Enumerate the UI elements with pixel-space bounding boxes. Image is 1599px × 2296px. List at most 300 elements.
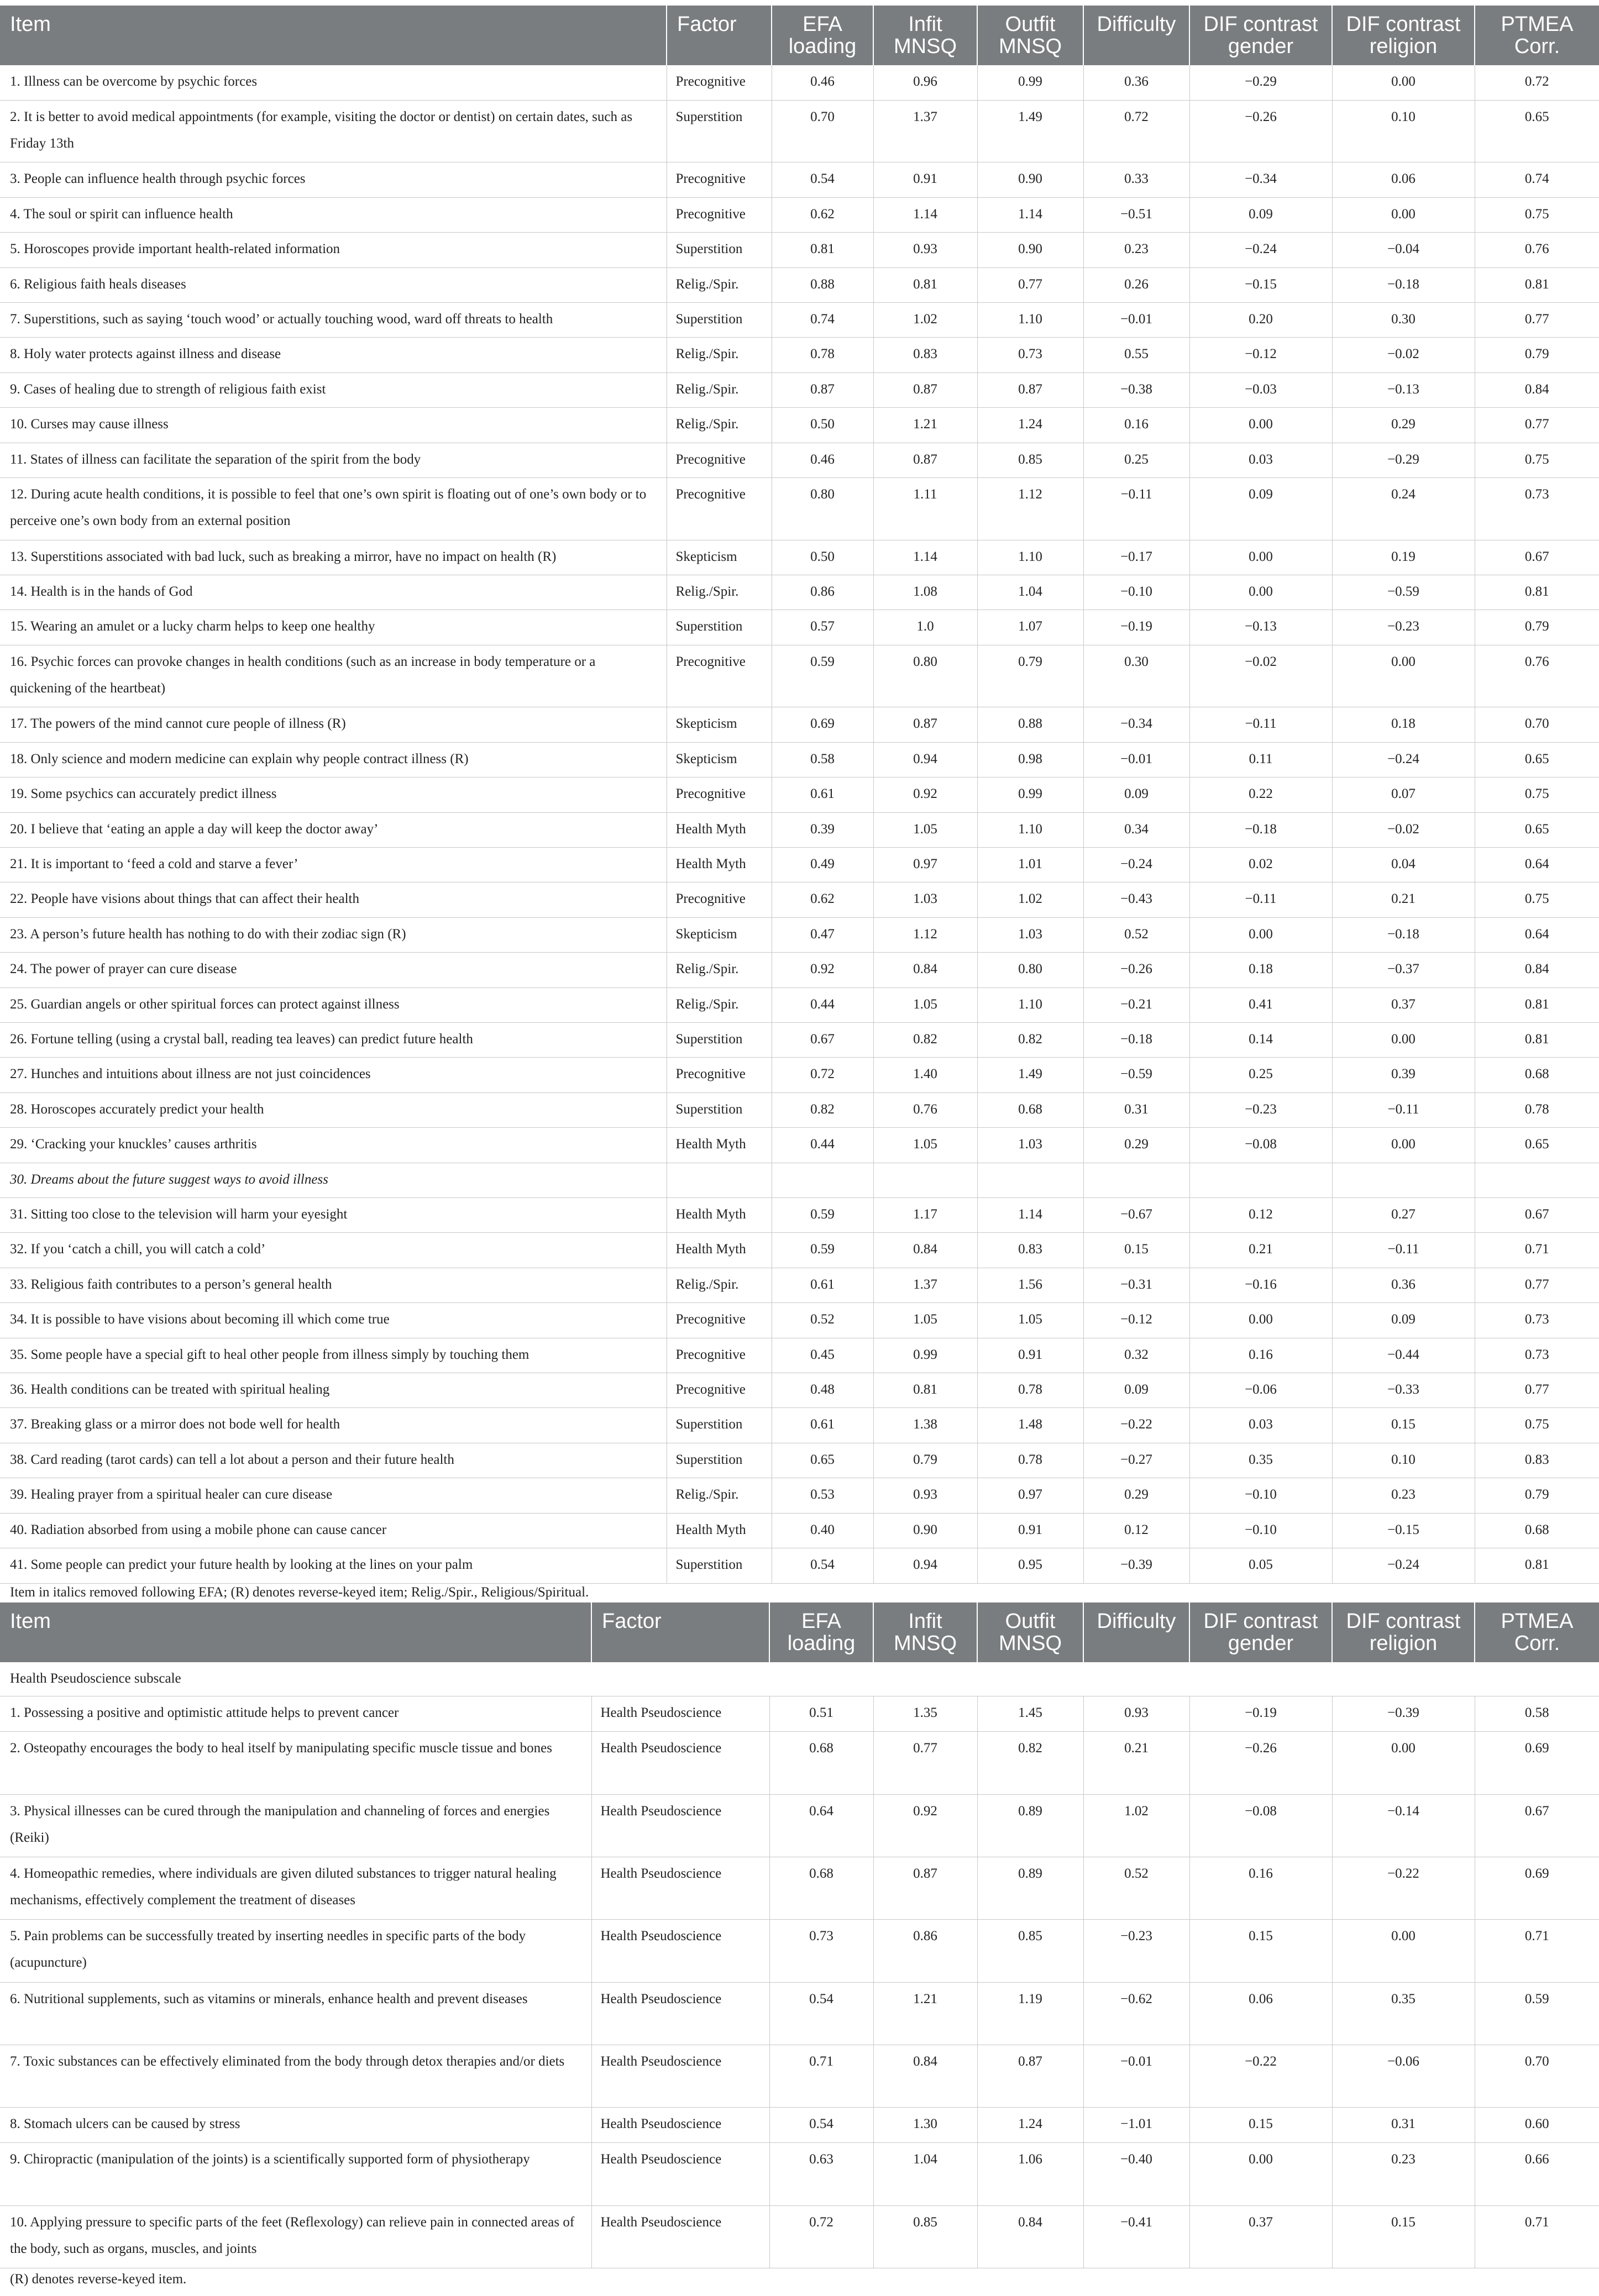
dif-gender-cell: 0.22 <box>1189 777 1332 812</box>
dif-religion-cell: 0.00 <box>1332 1732 1475 1794</box>
dif-religion-cell: 0.23 <box>1332 2143 1475 2205</box>
ptmea-corr-cell: 0.81 <box>1475 1548 1599 1584</box>
ptmea-corr-cell: 0.64 <box>1475 847 1599 882</box>
item-text: 18. Only science and modern medicine can explain why people contract illness (R) <box>0 742 667 777</box>
outfit-mnsq-cell: 0.99 <box>977 777 1083 812</box>
item-text: 26. Fortune telling (using a crystal ball, reading tea leaves) can predict future health <box>0 1022 667 1057</box>
table-row <box>0 65 1599 100</box>
factor-cell: Health Pseudoscience <box>591 1732 769 1794</box>
efa-loading-cell: 0.54 <box>772 162 873 197</box>
difficulty-cell: 0.25 <box>1083 443 1189 477</box>
efa-loading-cell: 0.82 <box>772 1092 873 1127</box>
table-row <box>0 1373 1599 1408</box>
difficulty-cell: −0.21 <box>1083 987 1189 1022</box>
factor-cell: Superstition <box>667 233 772 267</box>
ptmea-corr-cell: 0.71 <box>1475 1233 1599 1268</box>
factor-cell: Precognitive <box>667 65 772 100</box>
efa-loading-cell: 0.61 <box>772 1408 873 1443</box>
dif-religion-cell: −0.14 <box>1332 1794 1475 1857</box>
difficulty-cell: 0.31 <box>1083 1092 1189 1127</box>
infit-mnsq-cell: 1.0 <box>873 610 977 645</box>
efa-loading-cell: 0.46 <box>772 443 873 477</box>
table-row <box>0 1920 1599 1982</box>
difficulty-cell: 0.29 <box>1083 1128 1189 1163</box>
infit-mnsq-cell: 0.96 <box>873 65 977 100</box>
efa-loading-cell: 0.81 <box>772 233 873 267</box>
dif-religion-cell: −0.18 <box>1332 267 1475 302</box>
dif-religion-cell: −0.11 <box>1332 1092 1475 1127</box>
difficulty-cell: 0.32 <box>1083 1338 1189 1373</box>
table-row <box>0 303 1599 338</box>
item-text: 4. The soul or spirit can influence health <box>0 197 667 232</box>
ptmea-corr-cell: 0.84 <box>1475 372 1599 407</box>
dif-gender-cell: 0.37 <box>1189 2205 1332 2268</box>
infit-mnsq-cell: 1.03 <box>873 882 977 917</box>
header-factor: Factor <box>591 1603 769 1662</box>
item-text: 11. States of illness can facilitate the separation of the spirit from the body <box>0 443 667 477</box>
ptmea-corr-cell: 0.73 <box>1475 1338 1599 1373</box>
dif-religion-cell: −0.23 <box>1332 610 1475 645</box>
dif-gender-cell: 0.15 <box>1189 1920 1332 1982</box>
dif-gender-cell: −0.13 <box>1189 610 1332 645</box>
efa-loading-cell: 0.78 <box>772 338 873 372</box>
dif-gender-cell: 0.03 <box>1189 1408 1332 1443</box>
infit-mnsq-cell: 0.97 <box>873 847 977 882</box>
ptmea-corr-cell: 0.84 <box>1475 953 1599 987</box>
factor-cell: Superstition <box>667 1092 772 1127</box>
item-text: 8. Stomach ulcers can be caused by stress <box>0 2108 591 2143</box>
difficulty-cell: 0.26 <box>1083 267 1189 302</box>
difficulty-cell: −0.11 <box>1083 478 1189 540</box>
ptmea-corr-cell: 0.75 <box>1475 443 1599 477</box>
item-text: 30. Dreams about the future suggest ways to avoid illness <box>0 1163 667 1197</box>
difficulty-cell: 0.30 <box>1083 645 1189 707</box>
difficulty-cell: −0.59 <box>1083 1058 1189 1092</box>
factor-cell: Relig./Spir. <box>667 372 772 407</box>
item-text: 2. Osteopathy encourages the body to heal itself by manipulating specific muscle tissue and bones <box>0 1732 591 1794</box>
dif-religion-cell: 0.35 <box>1332 1982 1475 2045</box>
item-text: 5. Horoscopes provide important health-related information <box>0 233 667 267</box>
item-text: 17. The powers of the mind cannot cure people of illness (R) <box>0 707 667 742</box>
outfit-mnsq-cell <box>977 1163 1083 1197</box>
infit-mnsq-cell: 0.86 <box>873 1920 977 1982</box>
item-text: 27. Hunches and intuitions about illness are not just coincidences <box>0 1058 667 1092</box>
beliefs-items-table <box>0 6 1599 1584</box>
difficulty-cell: 0.15 <box>1083 1233 1189 1268</box>
dif-gender-cell: −0.03 <box>1189 372 1332 407</box>
ptmea-corr-cell: 0.64 <box>1475 917 1599 952</box>
efa-loading-cell: 0.80 <box>772 478 873 540</box>
dif-gender-cell: −0.08 <box>1189 1794 1332 1857</box>
efa-loading-cell: 0.50 <box>772 540 873 575</box>
dif-gender-cell: 0.02 <box>1189 847 1332 882</box>
ptmea-corr-cell: 0.81 <box>1475 575 1599 610</box>
outfit-mnsq-cell: 1.24 <box>977 2108 1083 2143</box>
dif-religion-cell: 0.24 <box>1332 478 1475 540</box>
outfit-mnsq-cell: 1.56 <box>977 1268 1083 1302</box>
dif-religion-cell: −0.29 <box>1332 443 1475 477</box>
table-row <box>0 812 1599 847</box>
difficulty-cell: −0.22 <box>1083 1408 1189 1443</box>
dif-gender-cell: −0.08 <box>1189 1128 1332 1163</box>
outfit-mnsq-cell: 0.88 <box>977 707 1083 742</box>
table-row <box>0 162 1599 197</box>
table-row <box>0 233 1599 267</box>
dif-religion-cell: 0.18 <box>1332 707 1475 742</box>
dif-religion-cell: −0.24 <box>1332 1548 1475 1584</box>
table-row <box>0 1163 1599 1197</box>
ptmea-corr-cell: 0.69 <box>1475 1732 1599 1794</box>
header-ptmea-corr: PTMEA Corr. <box>1475 1603 1599 1662</box>
outfit-mnsq-cell: 0.87 <box>977 372 1083 407</box>
dif-religion-cell: 0.00 <box>1332 1920 1475 1982</box>
difficulty-cell: −0.17 <box>1083 540 1189 575</box>
subscale-label: Health Pseudoscience subscale <box>0 1662 1599 1696</box>
difficulty-cell: 0.72 <box>1083 100 1189 162</box>
efa-loading-cell: 0.74 <box>772 303 873 338</box>
item-text: 9. Cases of healing due to strength of religious faith exist <box>0 372 667 407</box>
table-row <box>0 1092 1599 1127</box>
outfit-mnsq-cell: 1.49 <box>977 100 1083 162</box>
ptmea-corr-cell: 0.70 <box>1475 2045 1599 2108</box>
difficulty-cell: −0.01 <box>1083 2045 1189 2108</box>
efa-loading-cell <box>772 1163 873 1197</box>
table-row <box>0 1794 1599 1857</box>
factor-cell: Relig./Spir. <box>667 1268 772 1302</box>
efa-loading-cell: 0.73 <box>769 1920 873 1982</box>
dif-gender-cell: 0.14 <box>1189 1022 1332 1057</box>
item-text: 28. Horoscopes accurately predict your health <box>0 1092 667 1127</box>
header-outfit-mnsq: Outfit MNSQ <box>977 6 1083 65</box>
ptmea-corr-cell: 0.65 <box>1475 1128 1599 1163</box>
table-header-row <box>0 6 1599 65</box>
infit-mnsq-cell: 1.37 <box>873 100 977 162</box>
efa-loading-cell: 0.53 <box>772 1478 873 1513</box>
item-text: 34. It is possible to have visions about becoming ill which come true <box>0 1303 667 1338</box>
infit-mnsq-cell: 0.92 <box>873 777 977 812</box>
table-row <box>0 1732 1599 1794</box>
item-text: 37. Breaking glass or a mirror does not bode well for health <box>0 1408 667 1443</box>
table-row <box>0 1443 1599 1478</box>
factor-cell: Skepticism <box>667 540 772 575</box>
dif-gender-cell: 0.09 <box>1189 197 1332 232</box>
dif-gender-cell: −0.11 <box>1189 882 1332 917</box>
table-row <box>0 917 1599 952</box>
table-row <box>0 1128 1599 1163</box>
factor-cell: Skepticism <box>667 707 772 742</box>
header-item: Item <box>0 1603 591 1662</box>
item-text: 3. People can influence health through psychic forces <box>0 162 667 197</box>
outfit-mnsq-cell: 1.10 <box>977 812 1083 847</box>
item-text: 1. Possessing a positive and optimistic attitude helps to prevent cancer <box>0 1696 591 1732</box>
outfit-mnsq-cell: 0.90 <box>977 233 1083 267</box>
difficulty-cell: −0.10 <box>1083 575 1189 610</box>
outfit-mnsq-cell: 1.10 <box>977 303 1083 338</box>
efa-loading-cell: 0.52 <box>772 1303 873 1338</box>
dif-religion-cell: 0.19 <box>1332 540 1475 575</box>
outfit-mnsq-cell: 0.77 <box>977 267 1083 302</box>
infit-mnsq-cell: 0.87 <box>873 372 977 407</box>
item-text: 35. Some people have a special gift to heal other people from illness simply by touching them <box>0 1338 667 1373</box>
efa-loading-cell: 0.69 <box>772 707 873 742</box>
factor-cell: Health Pseudoscience <box>591 1920 769 1982</box>
outfit-mnsq-cell: 0.89 <box>977 1794 1083 1857</box>
outfit-mnsq-cell: 1.48 <box>977 1408 1083 1443</box>
infit-mnsq-cell: 1.05 <box>873 1128 977 1163</box>
dif-gender-cell: −0.19 <box>1189 1696 1332 1732</box>
efa-loading-cell: 0.92 <box>772 953 873 987</box>
infit-mnsq-cell: 1.05 <box>873 812 977 847</box>
ptmea-corr-cell: 0.75 <box>1475 882 1599 917</box>
ptmea-corr-cell: 0.76 <box>1475 233 1599 267</box>
infit-mnsq-cell: 1.37 <box>873 1268 977 1302</box>
ptmea-corr-cell: 0.77 <box>1475 1268 1599 1302</box>
table-row <box>0 1857 1599 1919</box>
item-text: 33. Religious faith contributes to a person’s general health <box>0 1268 667 1302</box>
ptmea-corr-cell: 0.77 <box>1475 408 1599 443</box>
dif-religion-cell: 0.09 <box>1332 1303 1475 1338</box>
dif-gender-cell: −0.18 <box>1189 812 1332 847</box>
efa-loading-cell: 0.44 <box>772 987 873 1022</box>
infit-mnsq-cell: 0.79 <box>873 1443 977 1478</box>
ptmea-corr-cell: 0.77 <box>1475 1373 1599 1408</box>
outfit-mnsq-cell: 1.10 <box>977 540 1083 575</box>
infit-mnsq-cell: 0.85 <box>873 2205 977 2268</box>
dif-religion-cell: −0.04 <box>1332 233 1475 267</box>
table-row <box>0 1198 1599 1233</box>
ptmea-corr-cell: 0.67 <box>1475 1198 1599 1233</box>
difficulty-cell: −0.40 <box>1083 2143 1189 2205</box>
difficulty-cell <box>1083 1163 1189 1197</box>
health-pseudoscience-table <box>0 1603 1599 2268</box>
infit-mnsq-cell: 0.81 <box>873 1373 977 1408</box>
difficulty-cell: 0.09 <box>1083 1373 1189 1408</box>
dif-religion-cell: 0.30 <box>1332 303 1475 338</box>
ptmea-corr-cell: 0.76 <box>1475 645 1599 707</box>
infit-mnsq-cell: 0.82 <box>873 1022 977 1057</box>
dif-religion-cell: −0.13 <box>1332 372 1475 407</box>
factor-cell: Health Pseudoscience <box>591 1982 769 2045</box>
dif-religion-cell: 0.00 <box>1332 197 1475 232</box>
ptmea-corr-cell: 0.59 <box>1475 1982 1599 2045</box>
dif-gender-cell: 0.03 <box>1189 443 1332 477</box>
table-row <box>0 2045 1599 2108</box>
header-dif-gender: DIF contrast gender <box>1189 6 1332 65</box>
item-text: 4. Homeopathic remedies, where individuals are given diluted substances to trigger natural healing mechanisms, effectively complement the treatment of diseases <box>0 1857 591 1919</box>
dif-gender-cell: 0.15 <box>1189 2108 1332 2143</box>
efa-loading-cell: 0.64 <box>769 1794 873 1857</box>
dif-religion-cell: 0.15 <box>1332 2205 1475 2268</box>
efa-loading-cell: 0.68 <box>769 1857 873 1919</box>
table-row <box>0 575 1599 610</box>
difficulty-cell: 0.55 <box>1083 338 1189 372</box>
factor-cell: Relig./Spir. <box>667 408 772 443</box>
outfit-mnsq-cell: 1.06 <box>977 2143 1083 2205</box>
ptmea-corr-cell: 0.67 <box>1475 540 1599 575</box>
outfit-mnsq-cell: 0.90 <box>977 162 1083 197</box>
dif-gender-cell: 0.06 <box>1189 1982 1332 2045</box>
table-row <box>0 987 1599 1022</box>
dif-religion-cell: 0.36 <box>1332 1268 1475 1302</box>
factor-cell: Health Myth <box>667 1198 772 1233</box>
factor-cell: Relig./Spir. <box>667 267 772 302</box>
difficulty-cell: 0.52 <box>1083 917 1189 952</box>
difficulty-cell: −0.27 <box>1083 1443 1189 1478</box>
efa-loading-cell: 0.65 <box>772 1443 873 1478</box>
dif-religion-cell: −0.24 <box>1332 742 1475 777</box>
infit-mnsq-cell: 1.14 <box>873 540 977 575</box>
factor-cell: Precognitive <box>667 197 772 232</box>
dif-religion-cell: −0.02 <box>1332 812 1475 847</box>
ptmea-corr-cell: 0.81 <box>1475 1022 1599 1057</box>
factor-cell: Health Myth <box>667 847 772 882</box>
factor-cell: Precognitive <box>667 777 772 812</box>
item-text: 7. Superstitions, such as saying ‘touch wood’ or actually touching wood, ward off threats to health <box>0 303 667 338</box>
dif-gender-cell: 0.41 <box>1189 987 1332 1022</box>
infit-mnsq-cell: 0.80 <box>873 645 977 707</box>
outfit-mnsq-cell: 0.91 <box>977 1513 1083 1548</box>
item-text: 10. Curses may cause illness <box>0 408 667 443</box>
dif-gender-cell: 0.20 <box>1189 303 1332 338</box>
difficulty-cell: −0.38 <box>1083 372 1189 407</box>
factor-cell: Health Pseudoscience <box>591 2143 769 2205</box>
factor-cell: Superstition <box>667 100 772 162</box>
dif-gender-cell: 0.05 <box>1189 1548 1332 1584</box>
outfit-mnsq-cell: 0.82 <box>977 1022 1083 1057</box>
difficulty-cell: −0.51 <box>1083 197 1189 232</box>
table-row <box>0 2143 1599 2205</box>
factor-cell: Health Pseudoscience <box>591 2205 769 2268</box>
difficulty-cell: −0.18 <box>1083 1022 1189 1057</box>
ptmea-corr-cell: 0.66 <box>1475 2143 1599 2205</box>
item-text: 22. People have visions about things that can affect their health <box>0 882 667 917</box>
table-row <box>0 1696 1599 1732</box>
difficulty-cell: 0.34 <box>1083 812 1189 847</box>
dif-gender-cell: −0.10 <box>1189 1478 1332 1513</box>
dif-gender-cell: 0.12 <box>1189 1198 1332 1233</box>
table-row <box>0 1268 1599 1302</box>
dif-gender-cell: 0.09 <box>1189 478 1332 540</box>
dif-religion-cell: −0.18 <box>1332 917 1475 952</box>
table-row <box>0 100 1599 162</box>
outfit-mnsq-cell: 0.73 <box>977 338 1083 372</box>
ptmea-corr-cell: 0.79 <box>1475 1478 1599 1513</box>
dif-religion-cell <box>1332 1163 1475 1197</box>
table-row <box>0 267 1599 302</box>
factor-cell: Relig./Spir. <box>667 575 772 610</box>
ptmea-corr-cell: 0.71 <box>1475 1920 1599 1982</box>
efa-loading-cell: 0.54 <box>769 1982 873 2045</box>
dif-religion-cell: 0.31 <box>1332 2108 1475 2143</box>
infit-mnsq-cell: 1.21 <box>873 408 977 443</box>
outfit-mnsq-cell: 0.83 <box>977 1233 1083 1268</box>
infit-mnsq-cell: 1.05 <box>873 1303 977 1338</box>
efa-loading-cell: 0.61 <box>772 1268 873 1302</box>
ptmea-corr-cell: 0.71 <box>1475 2205 1599 2268</box>
table-row <box>0 742 1599 777</box>
efa-loading-cell: 0.59 <box>772 1233 873 1268</box>
ptmea-corr-cell: 0.74 <box>1475 162 1599 197</box>
factor-cell: Precognitive <box>667 1058 772 1092</box>
factor-cell: Health Pseudoscience <box>591 2045 769 2108</box>
efa-loading-cell: 0.50 <box>772 408 873 443</box>
item-text: 36. Health conditions can be treated with spiritual healing <box>0 1373 667 1408</box>
factor-cell: Precognitive <box>667 1338 772 1373</box>
outfit-mnsq-cell: 1.12 <box>977 478 1083 540</box>
infit-mnsq-cell: 0.93 <box>873 1478 977 1513</box>
table-row <box>0 540 1599 575</box>
dif-religion-cell: 0.10 <box>1332 1443 1475 1478</box>
outfit-mnsq-cell: 1.14 <box>977 197 1083 232</box>
header-difficulty: Difficulty <box>1083 1603 1189 1662</box>
item-text: 1. Illness can be overcome by psychic forces <box>0 65 667 100</box>
dif-gender-cell: −0.24 <box>1189 233 1332 267</box>
header-dif-gender: DIF contrast gender <box>1189 1603 1332 1662</box>
infit-mnsq-cell: 1.21 <box>873 1982 977 2045</box>
dif-religion-cell: 0.00 <box>1332 645 1475 707</box>
ptmea-corr-cell: 0.75 <box>1475 1408 1599 1443</box>
dif-gender-cell: −0.26 <box>1189 1732 1332 1794</box>
efa-loading-cell: 0.59 <box>772 1198 873 1233</box>
outfit-mnsq-cell: 0.89 <box>977 1857 1083 1919</box>
item-text: 39. Healing prayer from a spiritual healer can cure disease <box>0 1478 667 1513</box>
factor-cell: Superstition <box>667 303 772 338</box>
factor-cell: Superstition <box>667 1408 772 1443</box>
ptmea-corr-cell: 0.60 <box>1475 2108 1599 2143</box>
infit-mnsq-cell: 0.93 <box>873 233 977 267</box>
table-row <box>0 443 1599 477</box>
table-row <box>0 1478 1599 1513</box>
header-dif-religion: DIF contrast religion <box>1332 6 1475 65</box>
dif-gender-cell: −0.23 <box>1189 1092 1332 1127</box>
infit-mnsq-cell: 0.77 <box>873 1732 977 1794</box>
dif-gender-cell: −0.11 <box>1189 707 1332 742</box>
table-row <box>0 645 1599 707</box>
ptmea-corr-cell: 0.68 <box>1475 1513 1599 1548</box>
item-text: 24. The power of prayer can cure disease <box>0 953 667 987</box>
item-text: 16. Psychic forces can provoke changes in health conditions (such as an increase in body temperature or a quickening of the heartbeat) <box>0 645 667 707</box>
item-text: 7. Toxic substances can be effectively eliminated from the body through detox therapies and/or diets <box>0 2045 591 2108</box>
table-row <box>0 610 1599 645</box>
ptmea-corr-cell: 0.81 <box>1475 267 1599 302</box>
outfit-mnsq-cell: 0.78 <box>977 1373 1083 1408</box>
efa-loading-cell: 0.54 <box>772 1548 873 1584</box>
infit-mnsq-cell: 0.84 <box>873 2045 977 2108</box>
dif-gender-cell: 0.25 <box>1189 1058 1332 1092</box>
outfit-mnsq-cell: 0.78 <box>977 1443 1083 1478</box>
outfit-mnsq-cell: 1.19 <box>977 1982 1083 2045</box>
infit-mnsq-cell: 1.38 <box>873 1408 977 1443</box>
outfit-mnsq-cell: 0.87 <box>977 2045 1083 2108</box>
outfit-mnsq-cell: 0.85 <box>977 443 1083 477</box>
ptmea-corr-cell: 0.79 <box>1475 610 1599 645</box>
dif-gender-cell: −0.26 <box>1189 100 1332 162</box>
dif-gender-cell: −0.12 <box>1189 338 1332 372</box>
efa-loading-cell: 0.72 <box>772 1058 873 1092</box>
factor-cell: Health Pseudoscience <box>591 1857 769 1919</box>
dif-religion-cell: 0.37 <box>1332 987 1475 1022</box>
dif-religion-cell: −0.22 <box>1332 1857 1475 1919</box>
table-row <box>0 338 1599 372</box>
header-outfit-mnsq: Outfit MNSQ <box>977 1603 1083 1662</box>
table-row <box>0 2205 1599 2268</box>
infit-mnsq-cell: 0.84 <box>873 1233 977 1268</box>
factor-cell: Relig./Spir. <box>667 1478 772 1513</box>
table-row <box>0 1548 1599 1584</box>
infit-mnsq-cell: 0.87 <box>873 443 977 477</box>
infit-mnsq-cell: 0.99 <box>873 1338 977 1373</box>
item-text: 13. Superstitions associated with bad luck, such as breaking a mirror, have no impact on health (R) <box>0 540 667 575</box>
